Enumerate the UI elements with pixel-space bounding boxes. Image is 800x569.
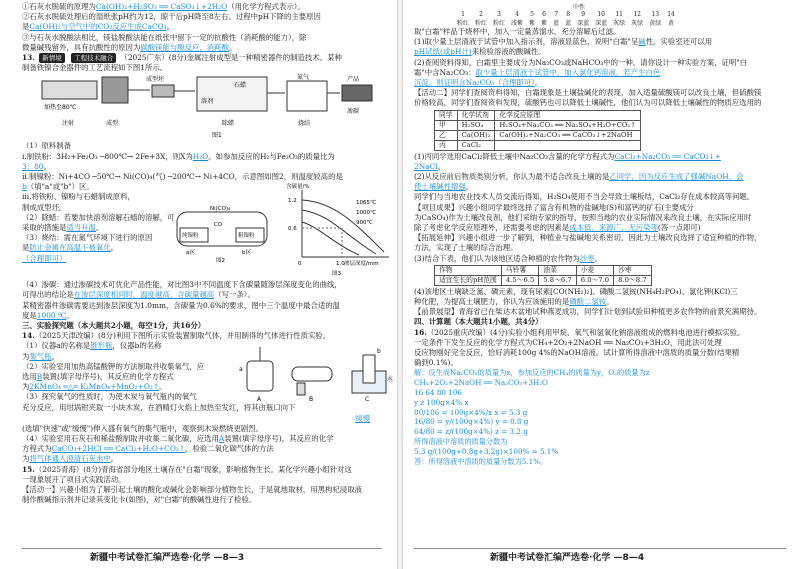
q15-line1: （2025青海）(8分)青海省部分地区土壤存在"白霜"现象，影响植物生长。某化学兴趣小组针对这 bbox=[34, 464, 352, 474]
fig1-label: 图1 bbox=[212, 132, 222, 140]
crop-table-header: 马铃薯 bbox=[501, 265, 538, 275]
right-l6 bbox=[414, 78, 788, 88]
ph-color: 粉红 bbox=[475, 20, 488, 27]
q14-a4-text: （4）实验室用石灰石和稀盐酸制取并收集二氧化碳，应选用 bbox=[22, 434, 219, 444]
curve-1000 bbox=[302, 210, 376, 254]
fig3-xtick: 1.0 bbox=[336, 261, 345, 268]
right-footer: 新疆中考试卷汇编严选卷·化学 —8—4 bbox=[490, 553, 645, 563]
q14-a4c bbox=[22, 454, 390, 464]
q13-p4d-text: 度是 bbox=[22, 310, 37, 320]
sinter-furnace bbox=[287, 81, 327, 111]
activity2-line: 【活动二】同学们查阅资料得知，白霜现象是土壤盐碱化的表现，加入适量硫酸镁可以改良土壤，但硫酸镁 bbox=[414, 88, 762, 98]
q14-fig-label: a bbox=[239, 366, 243, 374]
right-l6-tail: 。 bbox=[534, 78, 543, 88]
right-l9 bbox=[414, 172, 788, 182]
q14-block bbox=[22, 341, 394, 445]
right-l14-text: 除了考虑化学反应原理外，还需要考虑的因素是 bbox=[414, 223, 570, 233]
q12-line-4-text: 微量碱残留外，具有抗酸性的原因为 bbox=[22, 42, 141, 52]
q13-p2: （2）除蜡：若要加快溶剂溶解石蜡的溶解，可 bbox=[22, 212, 175, 222]
figure-1-process bbox=[22, 73, 390, 141]
ph-number: 11 bbox=[615, 11, 623, 18]
right-l16: 方法，实现了土壤的综合治理。 bbox=[414, 243, 518, 253]
q12-line-0-text: ①石灰水脱硫的原理为 bbox=[22, 2, 96, 11]
reagent-table-cell: H₂SO₄ bbox=[457, 120, 495, 130]
q14-apparatus-figure bbox=[237, 341, 397, 403]
ph-color-card bbox=[454, 2, 788, 27]
right-l18 bbox=[414, 287, 788, 297]
ph-number: 14 bbox=[667, 11, 675, 18]
fig2-label: 纯镍粉 bbox=[182, 233, 199, 240]
reagent-table-cell: Ca(OH)₂+Na₂CO₃ ══ CaCO₃↓+2NaOH bbox=[495, 130, 641, 140]
q16-header bbox=[414, 328, 788, 338]
q13-source: （2025广东）(8分)金属注射成型是一种精密器件的制造技术。某种 bbox=[120, 53, 342, 63]
fig2-label: 图2 bbox=[216, 258, 225, 265]
q13-number: 13. bbox=[22, 53, 35, 63]
left-footer: 新疆中考试卷汇编严选卷·化学 —8—3 bbox=[90, 553, 245, 563]
q16-line1: （2025重庆改编）(4分)实验小组利用甲烷、氧气和氢氧化钠溶液组成的燃料电池进行模拟实验。 bbox=[426, 327, 745, 337]
fig1-label: 产品 bbox=[347, 76, 360, 84]
fig1-label: 渗碳 bbox=[347, 108, 360, 116]
ph-number: 13 bbox=[651, 11, 660, 18]
calc-line: CH₄+2O₂+2NaOH ══ Na₂CO₃+3H₂O bbox=[414, 378, 548, 388]
q12-line-4 bbox=[22, 43, 390, 53]
q13-p4: （4）渗碳：通过渗碳技术可优化产品性能，对比图3中不同温度下含碳量随渗层深度变化的曲线， bbox=[22, 280, 342, 290]
ph-number: 5 bbox=[530, 11, 534, 18]
fig3-legend-item: 1065℃ bbox=[356, 200, 377, 207]
reagent-table-header: 同学 bbox=[435, 110, 458, 120]
fig2-label: b区 bbox=[242, 250, 251, 257]
q14-a1-answer: 锥形瓶 bbox=[90, 341, 113, 351]
q14-a3c-answer: 缓慢 bbox=[355, 413, 370, 423]
fig2-label: a区 bbox=[186, 250, 195, 257]
ph-table bbox=[454, 11, 678, 27]
right-l10-answer: 使土壤碱性增强 bbox=[414, 182, 466, 192]
q12-line-4-answer: 碳酸镁能与酸反应，消耗酸 bbox=[140, 42, 229, 52]
q14-a4b-answer: CaCO₃+2HCl ══ CaCl₂+H₂O+CO₂↑ bbox=[51, 444, 186, 454]
q14-a3b: 充分反应，用坩埚钳夹取一小块木炭，在酒精灯火焰上加热至发红，将其由瓶口向下 bbox=[22, 403, 296, 413]
q15-header bbox=[22, 465, 390, 475]
right-l19-text: 种化肥，为提高土壤肥力，你认为应该施用的是 bbox=[414, 297, 570, 307]
q14-fig-label: 水 bbox=[387, 376, 394, 384]
ph-color: 蓝 bbox=[565, 20, 572, 27]
fig3-legend-item: 1000℃ bbox=[356, 210, 377, 217]
right-l8-tail: 。 bbox=[437, 161, 445, 171]
q15-line2: 一现象展开了项目式实践活动。 bbox=[22, 474, 126, 484]
right-l2-tail: 性。实验室还可以用 bbox=[645, 37, 713, 47]
fig1-label: 石蜡 bbox=[234, 82, 247, 90]
q14-a1-tail: ，仪器b的名称 bbox=[112, 341, 162, 351]
q12-line-0-tail: （用化学方程式表示）。 bbox=[227, 2, 305, 11]
ph-number: 3 bbox=[497, 11, 501, 18]
right-l13: 为CaSO₄)作为土壤改良剂，他们采纳专家的指导，按照当地的农业实际情况来改良土壤，在实际应用时 bbox=[414, 212, 752, 222]
reagent-table-header: 化学反应原理 bbox=[495, 110, 641, 120]
reagent-table-cell: Ca(OH)₂ bbox=[457, 130, 495, 140]
crop-table-cell: 6.0～7.0 bbox=[576, 275, 613, 285]
crop-table-header: 沙枣 bbox=[614, 265, 651, 275]
q13-i2: ⅱ.制镍粉：Ni+4CO ─50℃→ Ni(CO)₄(气) ─200℃→ Ni+4CO，示意图如图2，则温度较高的是 bbox=[22, 172, 343, 182]
crop-table-row bbox=[435, 275, 652, 285]
ph-color: 灰绿 bbox=[613, 20, 626, 27]
q13-p3b-text: 是 bbox=[22, 243, 30, 253]
right-l10-tail: 。 bbox=[465, 182, 474, 192]
calc-line: 16/80 = y/(100g×4%) y = 0.8 g bbox=[414, 417, 529, 427]
reagent-table-cell: H₂SO₄+Na₂CO₃ ══ Na₂SO₄+H₂O+CO₂↑ bbox=[495, 120, 641, 130]
q14-a2c-tail: 。 bbox=[159, 382, 167, 392]
curve-900 bbox=[302, 222, 359, 255]
right-l5 bbox=[414, 68, 788, 78]
q13-p3b-tail: 。 bbox=[110, 243, 119, 253]
calc-line: 所得溶液中溶质的质量分数为 bbox=[414, 437, 508, 447]
fig1-label: 溶剂 bbox=[201, 98, 214, 106]
fig3-xtick: 0 bbox=[298, 261, 302, 268]
right-l15: 【拓展延伸】兴趣小组进一步了解到，种植业与盐碱地关系密切，因此为土壤改良选择了适宜种植的作物， bbox=[414, 233, 762, 243]
right-l20: 【前景展望】青海省已在柴达木盆地试种燕麦成功，同学们计划到试验田种植更多农作物的前景充满期待。 bbox=[414, 307, 762, 317]
right-l17 bbox=[414, 254, 788, 264]
right-l5-answer: 取少量上层清液于试管中，加入氯化钙溶液，若产生白色 bbox=[475, 67, 661, 77]
q13-p2b-answer: 适当升温 bbox=[66, 223, 96, 233]
q14-a4-answer: A bbox=[218, 434, 225, 444]
ph-number: 10 bbox=[597, 11, 605, 18]
q12-line-1-text: ②石灰水脱硫处理后的湿纸张pH约为12，晾干后pH降至8左右。过程中pH下降的主要原因 bbox=[22, 12, 321, 22]
green-part-shape bbox=[152, 85, 174, 97]
calc-line: 80/106 = 100g×4%/x x = 5.3 g bbox=[414, 407, 528, 417]
right-l3-answer: pH试纸(或pH计) bbox=[414, 47, 472, 57]
q13-p2b-tail: 。 bbox=[95, 223, 104, 233]
right-l9-answer: 乙同学，因为反应生成了强碱NaOH，会 bbox=[609, 172, 744, 182]
right-l17-text: (3)结合下表，他们认为该地区适合种植的农作物为 bbox=[414, 253, 580, 263]
right-l18-text: (4)该地区土壤缺乏氮、磷元素，现有尿素[CO(NH₂)₂]、磷酸二氢铵(NH₄H₂PO₄)、氯化钾(KCl)三 bbox=[414, 286, 738, 296]
q12-line-2-text: 是 bbox=[22, 22, 30, 32]
right-lines-bottom bbox=[414, 287, 788, 318]
right-l12: 【项目成果】兴趣小组同学最终选择了富含有机物的盐碱地(S)和富钙的矿石(主要成分 bbox=[414, 202, 694, 212]
ph-color: 黄 bbox=[668, 20, 675, 27]
ph-color: 灰绿 bbox=[631, 20, 644, 27]
fig1-label: 成型 bbox=[106, 120, 119, 128]
q14-a1b-text: 为 bbox=[22, 351, 30, 361]
crop-ph-table bbox=[434, 265, 652, 286]
q14-a4c-text: 为 bbox=[22, 454, 30, 464]
q16-number: 16. bbox=[414, 327, 427, 337]
q14-a1b-answer: 集气瓶 bbox=[29, 351, 52, 361]
reagent-table-row bbox=[435, 130, 641, 140]
ph-color: 粉红 bbox=[493, 20, 506, 27]
ph-color: 粉红 bbox=[457, 20, 470, 27]
ph-number: 12 bbox=[633, 11, 641, 18]
reagent-table-cell: 丙 bbox=[435, 140, 458, 150]
q13-i3: ⅲ.将铁粉、镍粉与石蜡制成原料， bbox=[22, 192, 135, 202]
right-l6-answer: 沉淀，则证明含Na₂CO₃（合理即可） bbox=[414, 78, 535, 88]
ph-number: 7 bbox=[554, 11, 559, 18]
ph-color: 蓝 bbox=[553, 20, 560, 27]
q13-i1-tail: 。如参加反应的H₂与Fe₂O₃的质量比为 bbox=[208, 151, 335, 161]
figure-3-chart bbox=[284, 182, 394, 277]
ph-number: 6 bbox=[542, 11, 546, 18]
q13-line2: 制备铁镍合金器件的工艺流程如下图1所示。 bbox=[22, 63, 168, 73]
right-l14-answer: 成本低、来源广、无污染等 bbox=[569, 223, 658, 233]
q14-a2c bbox=[22, 382, 232, 392]
q12-line-2-answer: Ca(OH)₂与空气中的CO₂反应生成CaCO₃ bbox=[29, 22, 167, 32]
q13-p4b-answer: 在渗层深度相同时，温度越高，含碳量越高 bbox=[73, 290, 215, 300]
right-l7-answer: CaCl₂+Na₂CO₃ ══ CaCO₃↓+ bbox=[614, 151, 721, 161]
q14-fig-label: B bbox=[309, 396, 314, 404]
fig1-label: 烧结 bbox=[298, 120, 311, 128]
q14-a1b bbox=[22, 352, 232, 362]
reagent-table-row bbox=[435, 120, 641, 130]
right-l1-text: 取"白霜"样品于烧杯中，加入一定量蒸馏水，充分溶解后过滤。 bbox=[414, 27, 621, 36]
reagent-table-cell: CaCl₂ bbox=[457, 140, 495, 150]
q13-i1b-tail: 。 bbox=[43, 161, 51, 171]
fig2-label: 粗镍粉 bbox=[238, 233, 255, 240]
q14-a2b-text: 选用 bbox=[22, 372, 37, 382]
calc-line: 答：所得溶液中溶质的质量分数为5.1%。 bbox=[414, 456, 548, 466]
q13-i1b bbox=[22, 162, 390, 172]
ph-color: 浅紫 bbox=[511, 20, 524, 27]
q13-i2b bbox=[22, 182, 267, 192]
calc-line: 64/80 = z/(100g×4%) z = 3.2 g bbox=[414, 427, 528, 437]
right-l2-text: (1)取少量上层清液于试管中加入指示剂，溶液显蓝色，说明"白霜"呈 bbox=[414, 37, 639, 47]
right-l9-text: (2)从反应前后物质类别分析，你认为最不适合改良土壤的是 bbox=[414, 172, 610, 182]
alcohol-lamp bbox=[297, 383, 305, 395]
right-l3 bbox=[414, 47, 788, 57]
section-3-heading: 三、实验探究题（本大题共2小题，每空1分，共16分） bbox=[22, 321, 206, 331]
crop-table-header: 作物 bbox=[435, 265, 502, 275]
calc-line: 5.3 g/(100g+0.8g+3.2g)×100% ≈ 5.1% bbox=[414, 446, 559, 456]
q12-line-2 bbox=[22, 22, 390, 32]
ph-color: 深蓝 bbox=[577, 20, 590, 27]
calc-line: 16 64 80 106 bbox=[414, 388, 463, 398]
ph-color: 紫 bbox=[529, 20, 536, 27]
q13-p2b-text: 采取的措施是 bbox=[22, 223, 67, 233]
injector-shape bbox=[42, 81, 97, 99]
fig2-label: CO bbox=[214, 222, 223, 229]
q12-line-0-answer: Ca(OH)₂+H₂SO₃ ══ CaSO₃↓+2H₂O bbox=[95, 2, 228, 11]
q14-fig-label: C bbox=[365, 396, 370, 404]
q13-i1b-answer: 3：80 bbox=[22, 161, 44, 171]
ph-number: 2 bbox=[479, 11, 483, 18]
left-footer-rule bbox=[22, 548, 382, 549]
ph-number: 1 bbox=[461, 11, 465, 18]
crop-table-cell: 5.8～6.7 bbox=[539, 275, 576, 285]
q13-part1: （1）原料制备 bbox=[22, 141, 72, 151]
fig2-label: Ni(CO)₄ bbox=[210, 206, 231, 213]
q13-p4b-tail: （写一条）。 bbox=[214, 290, 255, 300]
reagent-table-row bbox=[435, 140, 641, 150]
q15-number: 15. bbox=[22, 464, 35, 474]
ph-neutral-label: 中性 bbox=[572, 4, 585, 11]
reagent-table-cell: 甲 bbox=[435, 120, 458, 130]
q13-p4d bbox=[22, 311, 390, 321]
fig3-xlabel: 渗层深度/mm bbox=[344, 261, 379, 268]
right-footer-rule bbox=[414, 548, 786, 549]
right-l7-text: (1)丙同学选用CaCl₂降低土壤中Na₂CO₃含量的化学方程式为 bbox=[414, 151, 615, 161]
right-l10 bbox=[414, 182, 788, 192]
fig1-label: 除蜡 bbox=[222, 120, 235, 128]
q13-lower-block bbox=[22, 182, 390, 302]
product-shape bbox=[342, 85, 372, 101]
q14-a4c-tail: 。 bbox=[110, 454, 119, 464]
fig3-ytick: 0.6 bbox=[288, 226, 297, 233]
q14-a3: （3）探究氧气的性质时，为使木炭与氧气瓶内的氧气 bbox=[22, 392, 197, 402]
crop-table-header: 小麦 bbox=[576, 265, 613, 275]
q14-a2b-tail: 装置(填字母序号)，其反应的化学方程式 bbox=[42, 372, 174, 382]
collection-bottle bbox=[363, 355, 375, 383]
q13-i1-answer: H₂O bbox=[192, 151, 209, 161]
fig1-label: 氮气 bbox=[297, 74, 310, 82]
q14-a2b-answer: B bbox=[36, 372, 43, 382]
q12-line-0 bbox=[22, 2, 390, 12]
right-l8 bbox=[414, 162, 788, 172]
crop-table-header: 油菜 bbox=[539, 265, 576, 275]
ph-color: 深蓝 bbox=[595, 20, 608, 27]
q14-a1 bbox=[22, 341, 232, 351]
q12-line-3-text: ③与石灰水脱酸法相比，镁盐脱酸法能在纸张中留下一定的抗酸性（消耗酸的能力），除 bbox=[22, 32, 307, 42]
q15-activity1: 【活动一】兴趣小组为了解引起土壤的酸化或碱化会影响部分植物生长，于是就地取材，用黑枸杞浸取液 bbox=[22, 485, 362, 495]
q13-i3b: 制成成型坯。 bbox=[22, 202, 67, 212]
new-context-tag: 新情境 bbox=[39, 53, 65, 63]
calc-line: y z 100g×4% x bbox=[414, 397, 469, 407]
crop-table-cell: 8.0～8.7 bbox=[614, 275, 651, 285]
q15-activity1b: 制作酸碱指示剂并记录其变化卡(如图)，对"白霜"的酸碱性进行了检验。 bbox=[22, 495, 257, 505]
q16-line3: 反应物刚好完全反应，恰好消耗100g 4%的NaOH溶液。试计算所得溶液中溶质的质量分数(结果精 bbox=[414, 348, 740, 358]
q12-line-2-tail: 。 bbox=[166, 22, 175, 32]
q13-i2b-answer: b bbox=[22, 182, 27, 192]
q13-p4b-text: 可得出的结论是 bbox=[22, 290, 74, 300]
q14-header bbox=[22, 331, 390, 341]
right-l14 bbox=[414, 223, 788, 233]
right-l1 bbox=[414, 27, 788, 37]
q14-fig-label: b bbox=[377, 348, 381, 356]
q14-fig-label: A bbox=[257, 396, 262, 404]
right-l2 bbox=[414, 37, 788, 47]
right-l19-tail: 。 bbox=[606, 297, 614, 307]
ph-color: 紫 bbox=[541, 20, 548, 27]
right-l14-tail: (答一点即可) bbox=[657, 223, 701, 233]
mold-shape bbox=[102, 77, 128, 103]
fig1-label: 注射 bbox=[62, 120, 75, 128]
q14-a4b bbox=[22, 444, 390, 454]
q16-line2: 一定条件下发生反应的化学方程式为CH₄+2O₂+2NaOH ══ Na₂CO₃+3H₂O，用此法可处理 bbox=[414, 337, 722, 347]
right-l2-answer: 碱 bbox=[638, 37, 646, 47]
q14-a4c-answer: 将气体通入澄清石灰水中 bbox=[29, 454, 111, 464]
reagent-table-header: 化学试剂 bbox=[457, 110, 495, 120]
q16-solution bbox=[414, 368, 788, 466]
fig3-title: 图3 bbox=[332, 271, 341, 278]
q14-a1-text: （1）仪器a的名称是 bbox=[22, 341, 91, 351]
apparatus-a-flask bbox=[247, 361, 273, 391]
ph-color: 黄绿 bbox=[649, 20, 662, 27]
right-l17-tail: 。 bbox=[594, 253, 602, 263]
right-lines-mid bbox=[414, 152, 788, 264]
q14-a2: （2）实验室用加热高锰酸钾的方法制取并收集氧气，应 bbox=[22, 361, 205, 371]
q14-a2c-answer: 2KMnO₄ ═△═ K₂MnO₄+MnO₂+O₂↑ bbox=[29, 382, 160, 392]
right-l11: 同学们与当地农业技术人员交流后得知，H₂SO₄使用不当会导致土壤板结，CaCl₂存在成本较高等问题。 bbox=[414, 192, 755, 202]
fig1-label bbox=[108, 73, 121, 74]
right-l19 bbox=[414, 297, 788, 307]
apparatus-b-tube bbox=[292, 367, 332, 381]
right-l3-tail: 来检验溶液的酸碱性。 bbox=[471, 47, 546, 57]
fig3-ytick: 1.2 bbox=[288, 198, 297, 205]
reagent-table-cell bbox=[495, 140, 641, 150]
right-l4: (2)查阅资料得知，白霜里主要成分为Na₂CO₃或NaHCO₃中的一种。请你设计一种实验方案，证明"白 bbox=[414, 57, 748, 67]
q14-number: 14. bbox=[22, 331, 35, 341]
right-l5-text: 霜"中含Na₂CO₃： bbox=[414, 67, 476, 77]
right-lines-top bbox=[414, 27, 788, 109]
reagent-table bbox=[434, 110, 641, 151]
fig3-legend-item: 900℃ bbox=[356, 220, 373, 227]
q12-line-1 bbox=[22, 12, 390, 22]
ph-number: 4 bbox=[515, 11, 519, 18]
crop-table-cell: 4.5～6.5 bbox=[501, 275, 538, 285]
right-l7 bbox=[414, 152, 788, 162]
engineering-tag: 工程技术融合 bbox=[71, 53, 116, 63]
process-flow-diagram bbox=[22, 73, 382, 141]
ph-number: 9 bbox=[581, 11, 586, 18]
q13-p4d-tail: 。 bbox=[66, 310, 74, 320]
crop-table-cell: 适宜生长的pH范围 bbox=[435, 275, 502, 285]
activity2-line2: 价格较高，同学们查阅资料发现，硫酸钙也可以降低土壤碱性，他们认为可以降低土壤碱性的物质应选用的 bbox=[414, 98, 762, 108]
q13-p3: （3）烧结：需在氮气环境下进行的原因 bbox=[22, 233, 153, 243]
calc-line: 解：设生成Na₂CO₃的质量为x，参加反应的CH₄的质量为y，O₂的质量为z bbox=[414, 368, 650, 378]
q14-a4b-text: 方程式为 bbox=[22, 444, 52, 454]
q12-tail bbox=[22, 2, 390, 53]
dewax-tank bbox=[197, 77, 267, 111]
q12-line-3 bbox=[22, 33, 390, 43]
q14-line1: （2025天津改编）(8分)利用下图所示实验装置制取气体，并用制得的气体进行性质实验。 bbox=[34, 331, 331, 341]
right-l8-answer: 2NaCl bbox=[414, 161, 438, 171]
figure-2-nickel bbox=[172, 202, 272, 264]
right-l17-answer: 沙枣 bbox=[579, 253, 595, 263]
right-page bbox=[400, 0, 800, 569]
fig1-label: 成型坯 bbox=[146, 76, 165, 84]
q13-i1 bbox=[22, 152, 390, 162]
q13-p3b-answer: 防止金属在高温下被氧化 bbox=[29, 243, 111, 253]
q14-a3d: (选填"快速"或"缓慢")伸入盛有氧气的集气瓶中，观察到木炭燃烧更剧烈。 bbox=[22, 423, 264, 433]
ph-number: 8 bbox=[566, 11, 571, 18]
curve-1065 bbox=[302, 200, 384, 252]
q13-i1-text: ⅰ.制铁粉：3H₂+Fe₂O₃ ─800℃→ 2Fe+3X，则X为 bbox=[22, 151, 193, 161]
q14-a4b-tail: ，检验二氧化碳气体的方法 bbox=[185, 444, 274, 454]
q14-a2b bbox=[22, 372, 232, 382]
q12-line-4-tail: 。 bbox=[228, 42, 237, 52]
reagent-table-cell: 乙 bbox=[435, 130, 458, 140]
q13-header bbox=[22, 53, 390, 63]
q14-a4-tail: 装置(填字母序号)，其反应的化学 bbox=[224, 434, 334, 444]
q13-i2b-tail: （填"a"或"b"）区。 bbox=[26, 182, 94, 192]
q13-p3c-answer: （合理即可） bbox=[22, 253, 67, 263]
fig3-ylabel: 含碳量/% bbox=[286, 184, 310, 191]
section-4-heading: 四、计算题（本大题共1小题，共4分） bbox=[414, 317, 543, 327]
right-l19-answer: 磷酸二氢铵 bbox=[569, 297, 607, 307]
q13-p4c: 某精密器件渗碳需要达到渗层深度为1.0mm，含碳量为0.6%的要求，图中三个温度中最合适的温 bbox=[22, 300, 341, 310]
q16-line4: 确到0.1%)。 bbox=[414, 358, 458, 368]
q14-a1b-tail: 。 bbox=[51, 351, 59, 361]
q14-a2c-text: 为 bbox=[22, 382, 30, 392]
q13-p4d-answer: 1000 ℃ bbox=[36, 310, 67, 320]
fig1-label: 加热至80℃ bbox=[44, 104, 77, 112]
